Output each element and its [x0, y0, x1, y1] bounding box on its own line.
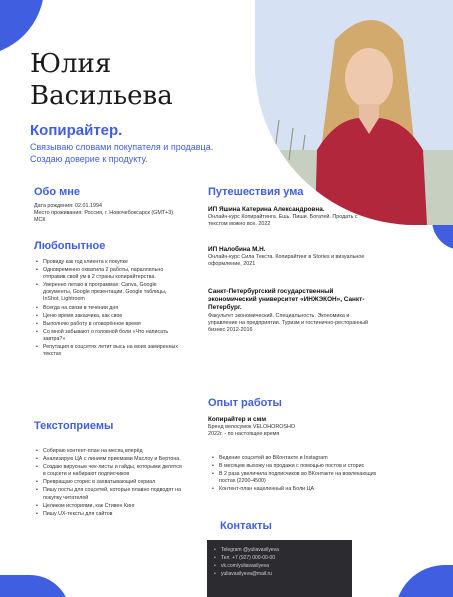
list-item: • Создаю вирусные чек-листы и гайды, которыми делятся в соцсети и набирают подписчиков — [43, 464, 183, 478]
education-org: Санкт-Петербургский государственный экономический университет «ИНЖЭКОН», Санкт-Петербург. — [208, 288, 365, 312]
list-item: • Превращаю сторис в захватывающий сериал — [43, 479, 183, 486]
list-item: • Репутация в соцсетях летит высь на моих замиренных текстах — [43, 344, 183, 358]
contacts-list — [207, 540, 352, 578]
education-entry-2 — [208, 246, 368, 269]
decor-blob-bottom-left — [0, 575, 70, 597]
tagline — [30, 141, 250, 165]
about-text — [34, 203, 184, 225]
education-org: ИП Налобина М.Н. — [208, 246, 266, 253]
education-org: ИП Яшина Катерина Александровна. — [208, 206, 325, 213]
full-name — [30, 48, 173, 112]
education-entry-1 — [208, 206, 368, 229]
contact-email[interactable]: • yuliavasilyeva@mail.ru — [221, 570, 352, 578]
education-desc: Факультет экономический. Специальность. Экономика и управление на предприятии. Туризм и гостинично-ресторанный бизнес 2012-2016 — [208, 312, 369, 334]
education-entry-3 — [208, 288, 370, 334]
texts-list — [34, 448, 183, 519]
job-title: Копирайтер и смм — [208, 416, 267, 423]
education-desc: Онлайн-курс Копирайтинга. Ешь. Пиши. Богатей. Продать с текстом можно все. 2022 — [208, 214, 358, 228]
experience-job — [208, 416, 368, 439]
birth-date: Дата рождения: 02.01.1994 — [34, 203, 103, 209]
list-item: • Собираю контент-план на месяц вперёд — [43, 448, 183, 455]
list-item: • Уверенно летаю в программах: Canva, Google документы, Google презентации, Google таблицы, InShot, Lightroom — [43, 282, 183, 303]
residence: Место проживания: Россия, г. Новочебоксарск (GMT+3) МСК — [34, 210, 174, 224]
experience-list — [210, 455, 379, 494]
period: 2022г. - по настоящее время — [208, 431, 280, 438]
list-item: • Ценю время заказчика, как свое — [43, 313, 183, 320]
list-item: • В месяцев выхожу на продажи с помощью постов и сторис — [219, 463, 379, 470]
experience-heading: Опыт работы — [208, 397, 282, 409]
first-name: Юлия — [30, 49, 112, 79]
list-item: • Пишу посты для соцсетей, которые плавно подводят на покупку читателей — [43, 487, 183, 501]
list-item: • Провиду как год клиента к покупке — [43, 259, 183, 266]
tagline-line-1: Связываю словами покупателя и продавца. — [30, 142, 214, 152]
contact-vk[interactable]: • vk.com/yuliavasilyeva — [221, 562, 352, 570]
list-item: • Контент-план нацеленный на Боли ЦА — [219, 486, 379, 493]
list-item: • Со мной забывают о головной боли «Что написать завтра?» — [43, 329, 183, 343]
texts-heading: Текстоприемы — [34, 420, 114, 432]
education-desc: Онлайн-курс Сила Текста. Копирайтинг в Stories и визуальное оформление, 2021 — [208, 254, 365, 268]
list-item: • Анализирую ЦА с линиям приемами Маслоу и Бертона. — [43, 456, 183, 463]
contacts-box — [207, 540, 352, 597]
contacts-heading: Контакты — [220, 520, 272, 532]
list-item: • В 2 раза увеличила подписчиков во ВКонтакте на вовлекающих постах (2200-4500) — [219, 471, 379, 485]
strengths-list — [34, 259, 183, 359]
company: Бренд велосумок VELOHOROSHO — [208, 424, 296, 431]
contact-telegram[interactable]: • Telegram @yuliavasilyeva — [221, 546, 352, 554]
list-item: • Ведение соцсетей во ВКонтакте и Instagram — [219, 455, 379, 462]
list-item: • Всегда на связи в течении дня — [43, 305, 183, 312]
list-item: • Целиком историями, как Стивен Кинг — [43, 503, 183, 510]
list-item: • Пишу UX-тексты для сайтов — [43, 511, 183, 518]
strengths-heading: Любопытное — [34, 240, 106, 252]
job-role: Копирайтер. — [30, 122, 123, 139]
contact-phone[interactable]: • Тел. +7 (927) 000-00-00 — [221, 554, 352, 562]
last-name: Васильева — [30, 81, 173, 111]
about-heading: Обо мне — [34, 186, 81, 198]
list-item: • Одновременно охватила 2 работы, параллельно отправив свой ум в 2 страны копирайтерства. — [43, 267, 183, 281]
decor-blob-bottom-right — [395, 565, 453, 597]
tagline-line-2: Создаю доверие к продукту. — [30, 154, 148, 164]
list-item: • Выполняю работу в оговорённое время — [43, 321, 183, 328]
education-heading: Путешествия ума — [208, 186, 304, 198]
